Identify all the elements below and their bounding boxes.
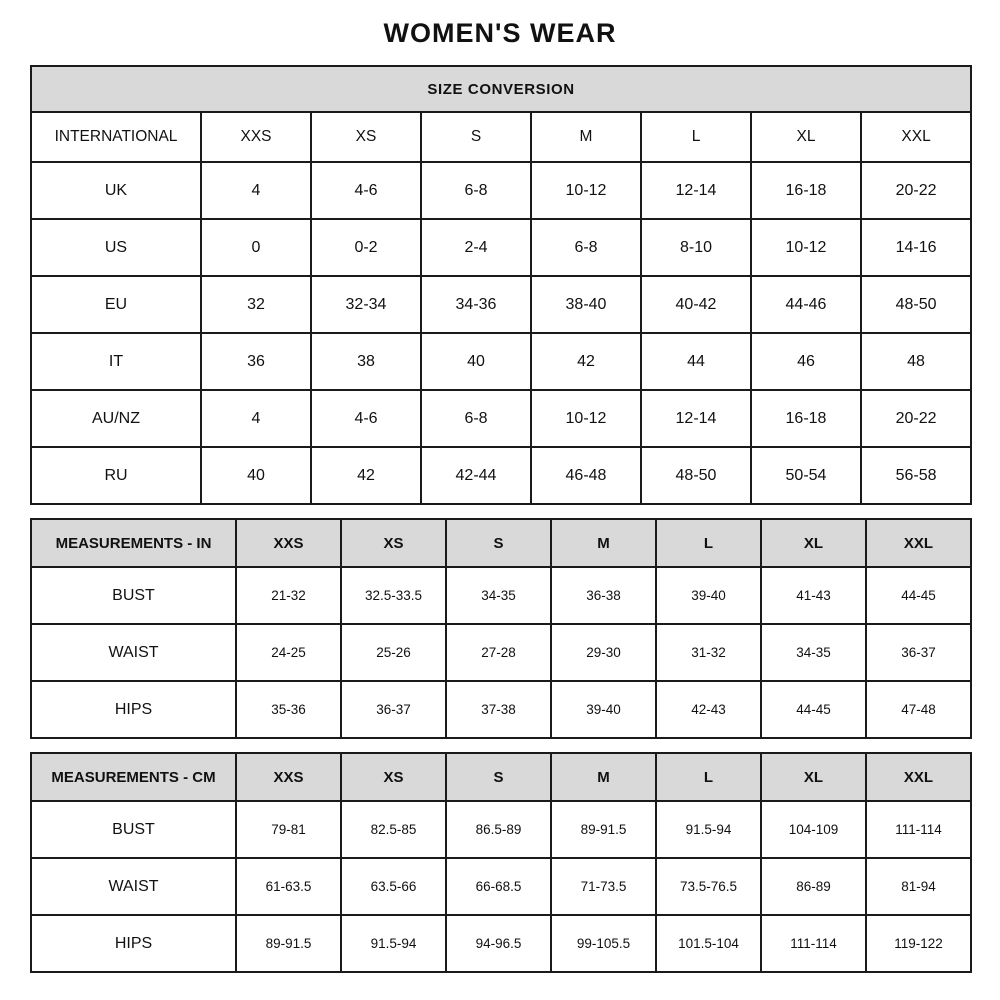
table-cell: 6-8 [421,162,531,219]
size-column-header: S [446,753,551,801]
table-cell: 82.5-85 [341,801,446,858]
table-cell: 48-50 [861,276,971,333]
table-cell: 101.5-104 [656,915,761,972]
table-cell: 32 [201,276,311,333]
size-column-header: M [551,519,656,567]
row-label: WAIST [31,624,236,681]
table-cell: 20-22 [861,162,971,219]
size-column-header: L [641,112,751,162]
table-corner-label: MEASUREMENTS - IN [31,519,236,567]
table-cell: 48 [861,333,971,390]
table-cell: 32.5-33.5 [341,567,446,624]
size-column-header: XXS [236,753,341,801]
table-row [31,447,971,504]
row-label: BUST [31,567,236,624]
row-label: WAIST [31,858,236,915]
size-column-header: XXL [866,519,971,567]
size-conversion-title-row [31,66,971,112]
size-column-header: XXL [866,753,971,801]
table-cell: 56-58 [861,447,971,504]
table-cell: 39-40 [656,567,761,624]
row-label: RU [31,447,201,504]
table-cell: 94-96.5 [446,915,551,972]
table-cell: 36-38 [551,567,656,624]
table-cell: 44-45 [761,681,866,738]
measurements_cm-header-row [31,753,971,801]
table-cell: 16-18 [751,390,861,447]
table-cell: 4 [201,162,311,219]
table-cell: 86-89 [761,858,866,915]
table-cell: 12-14 [641,162,751,219]
table-cell: 10-12 [751,219,861,276]
table-cell: 36-37 [341,681,446,738]
table-cell: 0-2 [311,219,421,276]
table-cell: 48-50 [641,447,751,504]
size-column-header: L [656,753,761,801]
table-cell: 42-43 [656,681,761,738]
size-column-header: XL [761,519,866,567]
table-cell: 24-25 [236,624,341,681]
table-cell: 63.5-66 [341,858,446,915]
table-cell: 79-81 [236,801,341,858]
table-row [31,390,971,447]
table-cell: 89-91.5 [236,915,341,972]
table-cell: 2-4 [421,219,531,276]
table-cell: 16-18 [751,162,861,219]
table-cell: 44 [641,333,751,390]
table-cell: 4-6 [311,390,421,447]
table-row [31,915,971,972]
table-cell: 10-12 [531,162,641,219]
table-cell: 89-91.5 [551,801,656,858]
table-cell: 86.5-89 [446,801,551,858]
size-column-header: M [531,112,641,162]
table-cell: 34-35 [761,624,866,681]
table-cell: 41-43 [761,567,866,624]
table-cell: 40 [201,447,311,504]
size-column-header: XS [341,753,446,801]
table-row [31,219,971,276]
table-cell: 38-40 [531,276,641,333]
table-cell: 91.5-94 [656,801,761,858]
table-cell: 4-6 [311,162,421,219]
row-label: AU/NZ [31,390,201,447]
table-cell: 14-16 [861,219,971,276]
table-cell: 40-42 [641,276,751,333]
table-cell: 36-37 [866,624,971,681]
size-column-header: L [656,519,761,567]
table-row [31,276,971,333]
table-cell: 81-94 [866,858,971,915]
table-cell: 20-22 [861,390,971,447]
table-cell: 46-48 [531,447,641,504]
table-cell: 6-8 [531,219,641,276]
measurements-cm-table [30,752,972,973]
table-cell: 71-73.5 [551,858,656,915]
table-corner-label: INTERNATIONAL [31,112,201,162]
table-cell: 40 [421,333,531,390]
row-label: HIPS [31,915,236,972]
table-cell: 0 [201,219,311,276]
row-label: UK [31,162,201,219]
table-row [31,858,971,915]
table-cell: 47-48 [866,681,971,738]
measurements_in-header-row [31,519,971,567]
table-cell: 42-44 [421,447,531,504]
size-column-header: XXS [236,519,341,567]
size_conversion-header-row [31,112,971,162]
row-label: US [31,219,201,276]
page-title: WOMEN'S WEAR [383,18,617,48]
table-cell: 50-54 [751,447,861,504]
table-row [31,333,971,390]
table-row [31,681,971,738]
table-cell: 91.5-94 [341,915,446,972]
size-conversion-table [30,65,972,505]
size-column-header: XS [341,519,446,567]
table-cell: 44-45 [866,567,971,624]
size-column-header: XXL [861,112,971,162]
table-corner-label: MEASUREMENTS - CM [31,753,236,801]
table-cell: 61-63.5 [236,858,341,915]
table-cell: 21-32 [236,567,341,624]
row-label: IT [31,333,201,390]
table-cell: 104-109 [761,801,866,858]
table-cell: 31-32 [656,624,761,681]
table-cell: 34-35 [446,567,551,624]
table-cell: 35-36 [236,681,341,738]
size-column-header: M [551,753,656,801]
table-cell: 27-28 [446,624,551,681]
table-cell: 34-36 [421,276,531,333]
table-cell: 10-12 [531,390,641,447]
table-row [31,801,971,858]
table-cell: 29-30 [551,624,656,681]
row-label: EU [31,276,201,333]
size-conversion-title: SIZE CONVERSION [31,66,971,112]
table-cell: 42 [311,447,421,504]
table-cell: 25-26 [341,624,446,681]
table-cell: 44-46 [751,276,861,333]
table-cell: 8-10 [641,219,751,276]
table-row [31,162,971,219]
table-cell: 39-40 [551,681,656,738]
measurements-in-table [30,518,972,739]
table-cell: 66-68.5 [446,858,551,915]
table-cell: 38 [311,333,421,390]
table-cell: 36 [201,333,311,390]
size-column-header: XXS [201,112,311,162]
table-row [31,624,971,681]
size-column-header: S [446,519,551,567]
table-row [31,567,971,624]
table-cell: 37-38 [446,681,551,738]
table-cell: 73.5-76.5 [656,858,761,915]
table-cell: 6-8 [421,390,531,447]
row-label: BUST [31,801,236,858]
size-column-header: XL [751,112,861,162]
table-cell: 119-122 [866,915,971,972]
table-cell: 32-34 [311,276,421,333]
table-cell: 4 [201,390,311,447]
table-cell: 42 [531,333,641,390]
size-column-header: XL [761,753,866,801]
size-column-header: XS [311,112,421,162]
table-cell: 111-114 [761,915,866,972]
size-column-header: S [421,112,531,162]
table-cell: 111-114 [866,801,971,858]
table-cell: 46 [751,333,861,390]
table-cell: 12-14 [641,390,751,447]
table-cell: 99-105.5 [551,915,656,972]
row-label: HIPS [31,681,236,738]
